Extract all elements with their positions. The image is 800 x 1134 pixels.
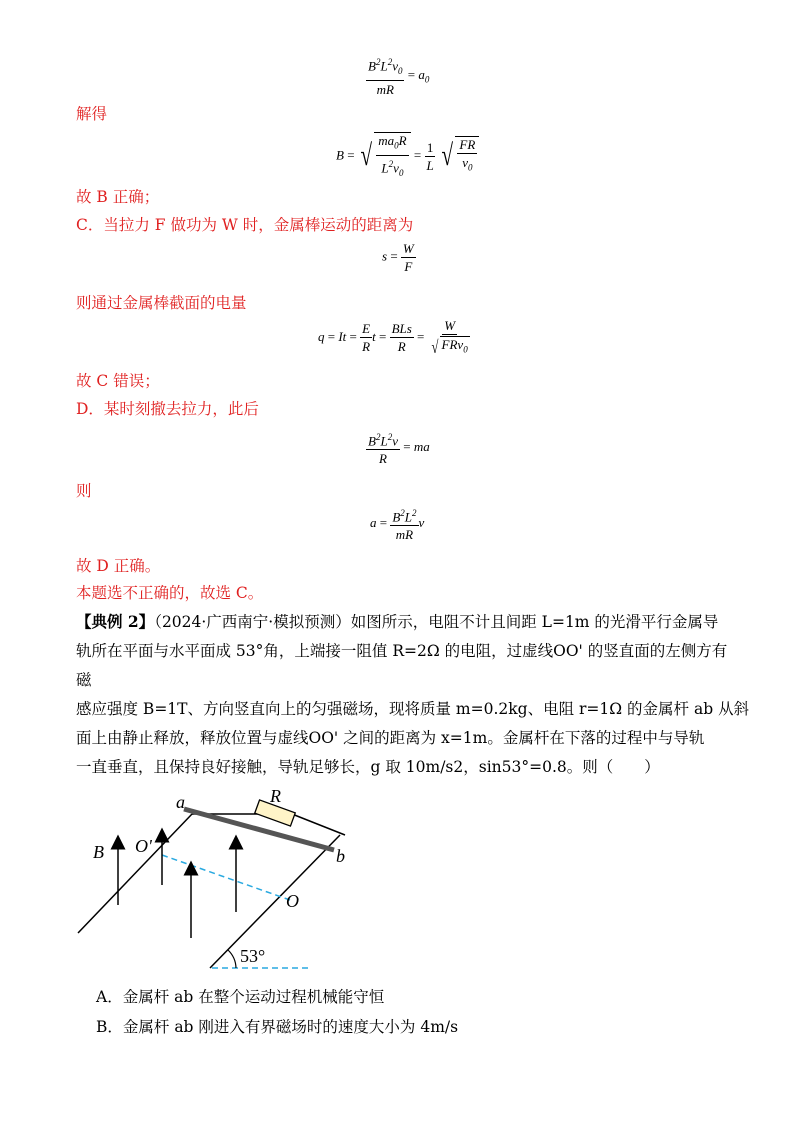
text-charge: 则通过金属棒截面的电量 [76, 294, 247, 312]
label-R: R [270, 790, 281, 806]
text-jiede: 解得 [76, 105, 108, 123]
label-B: B [93, 842, 104, 862]
text-c-intro: C．当拉力 F 做功为 W 时，金属棒运动的距离为 [76, 216, 414, 234]
label-angle: 53° [240, 946, 266, 966]
text-d-intro: D．某时刻撤去拉力，此后 [76, 400, 259, 418]
right-rail [210, 835, 340, 968]
equation-B-solution: B = √ $\frac{ma_0R}{L^2v_0}$ = $\frac{1}{L}$ √ $\frac{FR}{v_0}$ [336, 132, 479, 181]
example-line-2: 轨所在平面与水平面成 53°角，上端接一阻值 R=2Ω 的电阻，过虚线OO' 的竖直面的左侧方有 [76, 642, 728, 660]
equation-charge: q = It = $\frac{E}{R}$ t = $\frac{\text{BLs}}{R}$ = W √ FRv$_0$ [318, 318, 468, 357]
example-tag: 【典例 2】 [76, 612, 155, 631]
equation-distance: s = $\frac{W}{F}$ [382, 241, 414, 274]
text-conclusion: 本题选不正确的，故选 C。 [76, 584, 264, 602]
label-O: O [286, 891, 299, 911]
angle-arc [228, 950, 236, 968]
example-line-1: 【典例 2】（2024·广西南宁·模拟预测）如图所示，电阻不计且间距 L=1m 的光滑平行金属导 [76, 612, 719, 631]
label-a: a [176, 792, 185, 812]
text-d-correct: 故 D 正确。 [76, 557, 161, 575]
equation-deceleration: $\frac{B^2L^2v}{R}$ = ma [368, 432, 430, 467]
incline-rail-diagram [0, 790, 800, 990]
boundary-dashed-line [162, 855, 290, 900]
example-line-5: 面上由静止释放，释放位置与虚线OO' 之间的距离为 x=1m。金属杆在下落的过程中与导轨 [76, 729, 705, 747]
example-line-4: 感应强度 B=1T、方向竖直向上的匀强磁场，现将质量 m=0.2kg、电阻 r=1Ω 的金属杆 ab 从斜 [76, 700, 750, 718]
text-b-correct: 故 B 正确； [76, 188, 160, 206]
option-a: A．金属杆 ab 在整个运动过程机械能守恒 [96, 988, 385, 1006]
example-line-6: 一直垂直，且保持良好接触，导轨足够长，g 取 10m/s2，sin53°=0.8。则（ ） [76, 758, 660, 776]
left-rail [78, 814, 192, 933]
equation-acceleration-v: a = $\frac{B^2L^2}{mR}$ v [370, 508, 425, 543]
text-c-wrong: 故 C 错误； [76, 372, 160, 390]
text-ze: 则 [76, 482, 92, 500]
example-line-3: 磁 [76, 671, 92, 689]
label-O-prime: O' [135, 836, 152, 856]
label-b: b [336, 846, 345, 866]
equation-acceleration: $\frac{B^2L^2v_0}{mR}$ = $a_0$ [368, 57, 430, 97]
option-b: B．金属杆 ab 刚进入有界磁场时的速度大小为 4m/s [96, 1018, 459, 1036]
